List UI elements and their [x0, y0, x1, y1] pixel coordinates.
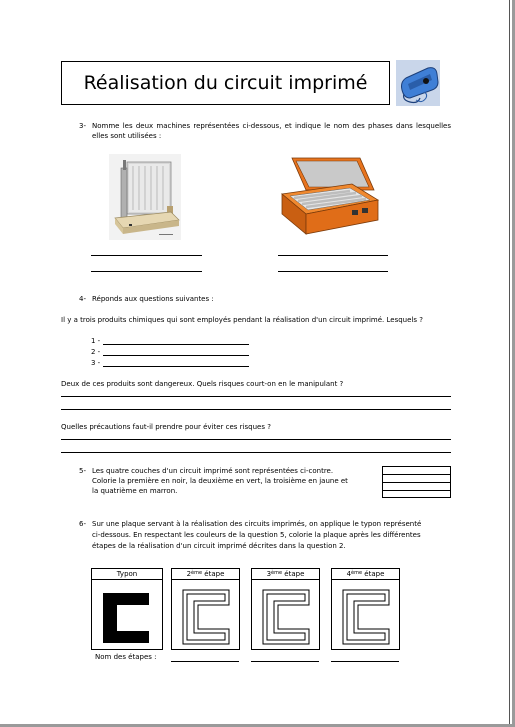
title-box [61, 61, 390, 105]
q6-number: 6- [79, 520, 86, 528]
q4-item-2-line[interactable] [103, 355, 249, 356]
q5-number: 5- [79, 467, 86, 475]
telephone-icon [396, 60, 440, 106]
q4-item-3-label: 3 - [91, 359, 101, 367]
stage-typon-box [91, 568, 163, 650]
etching-machine-image [109, 154, 181, 240]
machine2-answer-line-2[interactable] [278, 271, 388, 272]
stage-2-box [171, 568, 240, 650]
q4-item-2-label: 2 - [91, 348, 101, 356]
stage-3-box [251, 568, 320, 650]
stage-4-label: 4ème étape [332, 569, 399, 580]
stage-3-c-outline[interactable] [262, 589, 310, 645]
q4-item-3-line[interactable] [103, 366, 249, 367]
q4-sub2-line-1[interactable] [61, 396, 451, 397]
q4-sub3: Quelles précautions faut-il prendre pour éviter ces risques ? [61, 423, 271, 431]
typon-c-shape [103, 593, 149, 643]
machine2-answer-line-1[interactable] [278, 255, 388, 256]
layer-3[interactable] [383, 483, 450, 491]
q5-line-1: Les quatre couches d'un circuit imprimé sont représentées ci-contre. [92, 467, 334, 475]
layer-2[interactable] [383, 475, 450, 483]
page-frame-right-line [509, 0, 510, 727]
q6-line-3: étapes de la réalisation d'un circuit imprimé décrites dans la question 2. [92, 542, 346, 550]
stage-2-name-line[interactable] [171, 661, 239, 662]
stage-names-label: Nom des étapes : [95, 653, 157, 661]
q3-number: 3- [79, 122, 86, 130]
stage-typon-label: Typon [92, 569, 162, 580]
stage-3-name-line[interactable] [251, 661, 319, 662]
stage-2-c-outline[interactable] [182, 589, 230, 645]
q4-text: Réponds aux questions suivantes : [92, 295, 214, 303]
machine1-answer-line-2[interactable] [91, 271, 202, 272]
stage-4-c-outline[interactable] [342, 589, 390, 645]
stage-4-name-line[interactable] [331, 661, 399, 662]
q4-sub3-line-1[interactable] [61, 439, 451, 440]
layer-1[interactable] [383, 467, 450, 475]
q4-sub2-line-2[interactable] [61, 409, 451, 410]
machine1-answer-line-1[interactable] [91, 255, 202, 256]
q4-item-1-line[interactable] [103, 344, 249, 345]
q6-line-2: ci-dessous. En respectant les couleurs de la question 5, colorie la plaque après les différentes [92, 531, 421, 539]
stage-2-label: 2ème étape [172, 569, 239, 580]
q4-number: 4- [79, 295, 86, 303]
circuit-layers-diagram [382, 466, 451, 498]
q6-line-1: Sur une plaque servant à la réalisation des circuits imprimés, on applique le typon représenté [92, 520, 422, 528]
q5-line-2: Colorie la première en noir, la deuxième en vert, la troisième en jaune et [92, 477, 348, 485]
q3-text: Nomme les deux machines représentées ci-dessous, et indique le nom des phases dans lesquelles elles sont utilisées : [92, 122, 451, 140]
q4-sub3-line-2[interactable] [61, 452, 451, 453]
stage-3-label: 3ème étape [252, 569, 319, 580]
q4-sub2: Deux de ces produits sont dangereux. Quels risques court-on en le manipulant ? [61, 380, 344, 388]
stage-4-box [331, 568, 400, 650]
layer-4[interactable] [383, 491, 450, 499]
q4-item-1-label: 1 - [91, 337, 101, 345]
uv-exposure-machine-image [278, 154, 380, 240]
q4-sub1: Il y a trois produits chimiques qui sont employés pendant la réalisation d'un circuit imprimé. Lesquels ? [61, 316, 423, 324]
page-title: Réalisation du circuit imprimé [83, 72, 368, 94]
q5-line-3: la quatrième en marron. [92, 487, 178, 495]
